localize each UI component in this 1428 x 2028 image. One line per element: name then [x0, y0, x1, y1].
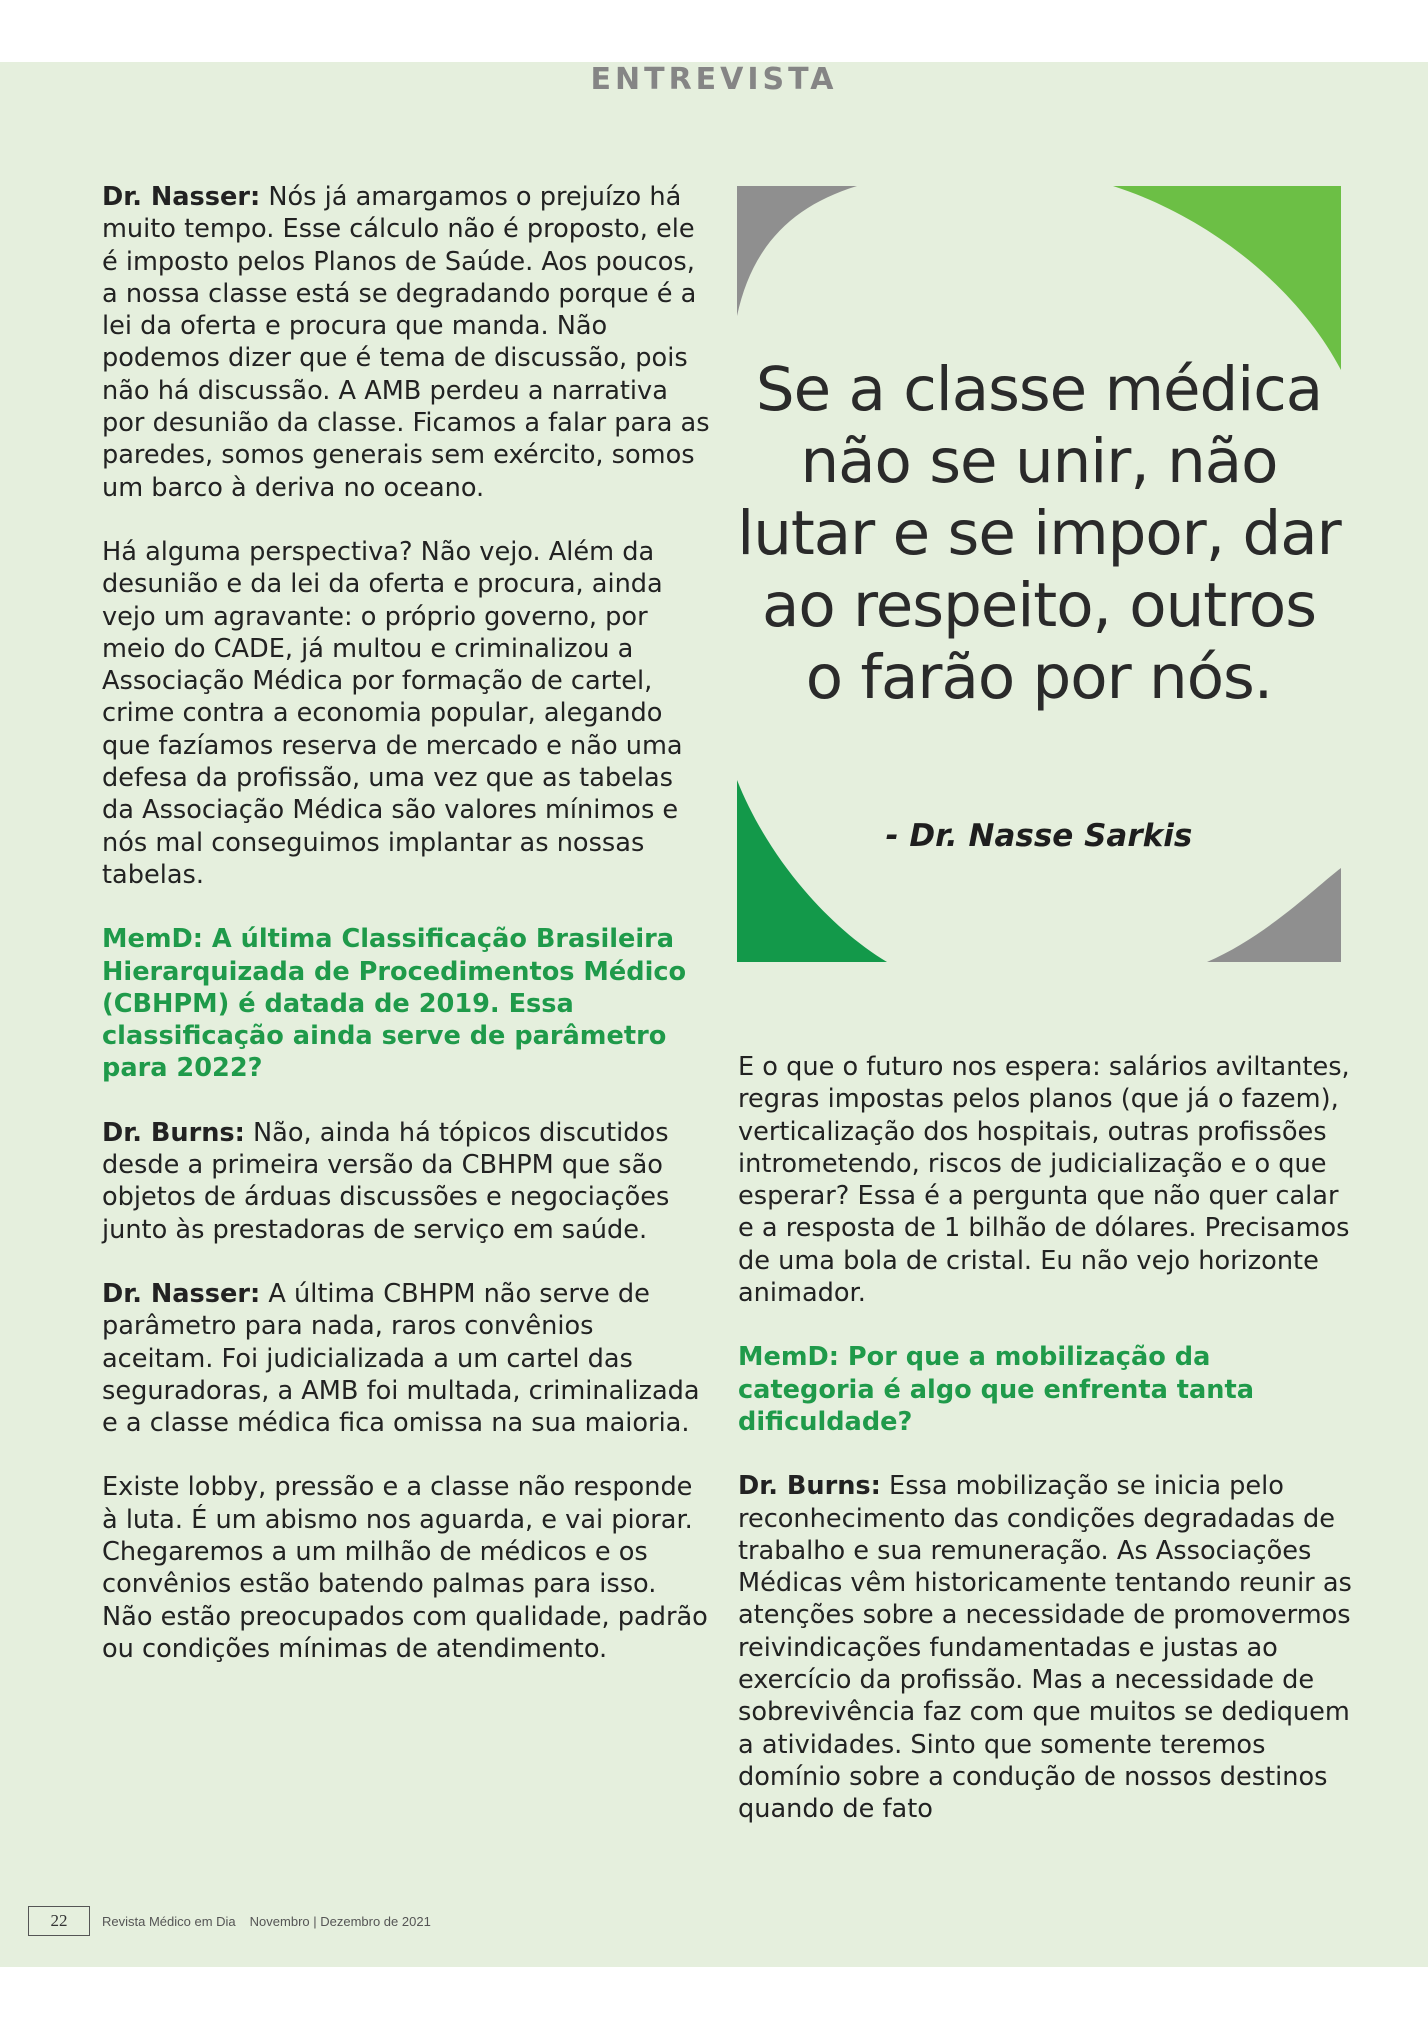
speaker-name: Dr. Nasser: [102, 1278, 261, 1309]
quote-corner-bottom-left [737, 780, 887, 962]
paragraph-7 [738, 1470, 1353, 1825]
publication-date: Novembro | Dezembro de 2021 [249, 1913, 431, 1929]
interview-question: MemD: A última Classificação Brasileira Hierarquizada de Procedimentos Médico (CBHPM) é datada de 2019. Essa classificação ainda serve de parâmetro para 2022? [102, 924, 687, 1084]
paragraph-text: Não, ainda há tópicos discutidos desde a primeira versão da CBHPM que são objetos de árduas discussões e negociações junto às prestadoras de serviço em saúde. [102, 1117, 670, 1245]
paragraph-text: E o que o futuro nos espera: salários aviltantes, regras impostas pelos planos (que já o fazem), verticalização dos hospitais, outras profissões intrometendo, riscos de judicialização e o que esperar? Essa é a pergunta que não quer calar e a resposta de 1 bilhão de dólares. Precisamos de uma bola de cristal. Eu não vejo horizonte animador. [738, 1052, 1350, 1309]
left-column [102, 181, 712, 1697]
paragraph-1 [102, 181, 712, 504]
quote-author: - Dr. Nasse Sarkis [885, 818, 1193, 854]
paragraph-3 [102, 1117, 712, 1246]
speaker-name: Dr. Nasser: [102, 182, 261, 212]
paragraph-2 [102, 536, 712, 891]
quote-corner-top-right [1113, 186, 1341, 370]
speaker-name: Dr. Burns: [102, 1117, 245, 1148]
quote-corner-bottom-right [1207, 868, 1341, 962]
speaker-name: Dr. Burns: [738, 1471, 881, 1502]
paragraph-5 [102, 1471, 712, 1665]
pull-quote [737, 186, 1341, 962]
interview-question: MemD: Por que a mobilização da categoria é algo que enfrenta tanta dificuldade? [738, 1342, 1255, 1437]
paragraph-text: Há alguma perspectiva? Não vejo. Além da desunião e da lei da oferta e procura, ainda vejo um agravante: o próprio governo, por meio do CADE, já multou e criminalizou a Associação Médica por formação de cartel, crime contra a economia popular, alegando que fazíamos reserva de mercado e não uma defesa da profissão, uma vez que as tabelas da Associação Médica são valores mínimos e nós mal conseguimos implantar as nossas tabelas. [102, 536, 683, 890]
paragraph-text: Existe lobby, pressão e a classe não responde à luta. É um abismo nos aguarda, e vai piorar. Chegaremos a um milhão de médicos e os convênios estão batendo palmas para isso. Não estão preocupados com qualidade, padrão ou condições mínimas de atendimento. [102, 1472, 708, 1664]
quote-corner-top-left [737, 186, 857, 316]
quote-text: Se a classe médica não se unir, não lutar e se impor, dar ao respeito, outros o farão por nós. [737, 354, 1341, 713]
section-label: ENTREVISTA [590, 62, 838, 97]
page-footer [28, 1906, 431, 1936]
paragraph-4 [102, 1278, 712, 1439]
paragraph-text: Essa mobilização se inicia pelo reconhecimento das condições degradadas de trabalho e sua remuneração. As Associações Médicas vêm historicamente tentando reunir as atenções sobre a necessidade de promovermos reivindicações fundamentadas e justas ao exercício da profissão. Mas a necessidade de sobrevivência faz com que muitos se dediquem a atividades. Sinto que somente teremos domínio sobre a condução de nossos destinos quando de fato [738, 1471, 1352, 1825]
page-number: 22 [28, 1906, 90, 1936]
publication-name: Revista Médico em Dia [102, 1913, 236, 1929]
paragraph-6 [738, 1051, 1353, 1309]
right-column [738, 1051, 1353, 1858]
paragraph-text: Nós já amargamos o prejuízo há muito tempo. Esse cálculo não é proposto, ele é imposto pelos Planos de Saúde. Aos poucos, a nossa classe está se degradando porque é a lei da oferta e procura que manda. Não podemos dizer que é tema de discussão, pois não há discussão. A AMB perdeu a narrativa por desunião da classe. Ficamos a falar para as paredes, somos generais sem exército, somos um barco à deriva no oceano. [102, 182, 710, 503]
paragraph-text: A última CBHPM não serve de parâmetro para nada, raros convênios aceitam. Foi judicializada a um cartel das seguradoras, a AMB foi multada, criminalizada e a classe médica fica omissa na sua maioria. [102, 1278, 700, 1439]
